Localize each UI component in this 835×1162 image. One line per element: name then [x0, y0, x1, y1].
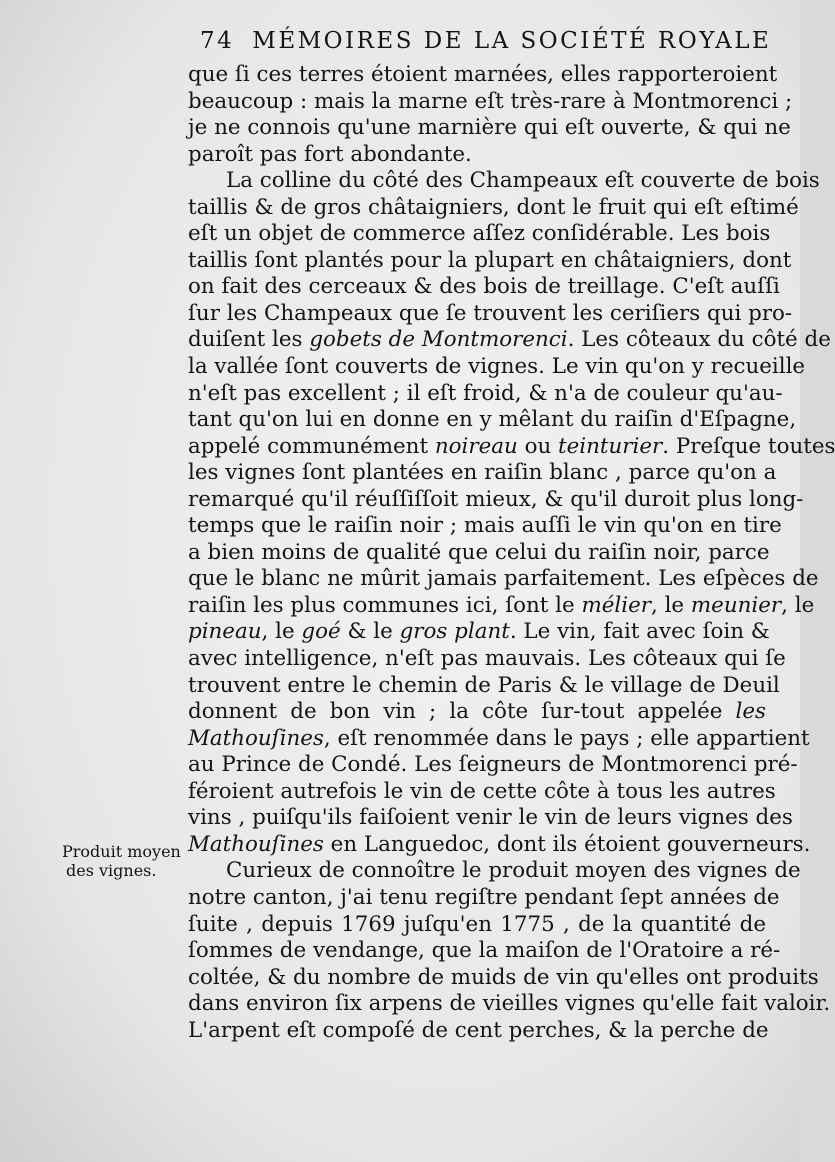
text-line: que le blanc ne mûrit jamais parfaitement. Les eſpèces de [188, 566, 819, 592]
text-line: Mathouſines, eſt renommée dans le pays ; elle appartient [188, 725, 810, 751]
text-line: duiſent les gobets de Montmorenci. Les côteaux du côté de [188, 327, 831, 353]
text-line: a bien moins de qualité que celui du raiſin noir, parce [188, 539, 770, 565]
text-line: Curieux de connoître le produit moyen des vignes de [226, 858, 801, 884]
text-line: ſuite , depuis 1769 juſqu'en 1775 , de la quantité de [188, 911, 766, 937]
margin-note-line-1: Produit moyen [62, 842, 181, 861]
text-line: au Prince de Condé. Les ſeigneurs de Montmorenci pré- [188, 752, 798, 778]
text-line: notre canton, j'ai tenu regiſtre pendant ſept années de [188, 884, 780, 910]
text-line: eſt un objet de commerce aſſez conſidérable. Les bois [188, 221, 771, 247]
text-line: L'arpent eſt compoſé de cent perches, & la perche de [188, 1017, 769, 1043]
text-line: taillis & de gros châtaigniers, dont le fruit qui eſt eſtimé [188, 194, 799, 220]
text-line: paroît pas fort abondante. [188, 141, 472, 167]
text-line: temps que le raiſin noir ; mais auſſi le vin qu'on en tire [188, 513, 782, 539]
text-line: vins , puiſqu'ils faiſoient venir le vin de leurs vignes des [188, 805, 793, 831]
text-line: ſur les Champeaux que ſe trouvent les ceriſiers qui pro- [188, 300, 793, 326]
text-line: tant qu'on lui en donne en y mêlant du raiſin d'Eſpagne, [188, 407, 797, 433]
body-text [188, 62, 835, 1044]
text-line: avec intelligence, n'eſt pas mauvais. Les côteaux qui ſe [188, 646, 786, 672]
text-line: Mathouſines en Languedoc, dont ils étoient gouverneurs. [188, 831, 811, 857]
text-line: les vignes ſont plantées en raiſin blanc , parce qu'on a [188, 460, 777, 486]
text-line: raiſin les plus communes ici, ſont le mélier, le meunier, le [188, 592, 815, 618]
running-title: MÉMOIRES DE LA SOCIÉTÉ ROYALE [252, 28, 772, 54]
text-line: je ne connois qu'une marnière qui eſt ouverte, & qui ne [188, 115, 791, 141]
text-line: trouvent entre le chemin de Paris & le village de Deuil [188, 672, 780, 698]
text-line: coltée, & du nombre de muids de vin qu'elles ont produits [188, 964, 819, 990]
running-header [200, 28, 772, 54]
page-number: 74 [200, 28, 235, 54]
text-line: féroient autrefois le vin de cette côte à tous les autres [188, 778, 776, 804]
text-line: taillis ſont plantés pour la plupart en châtaigniers, dont [188, 247, 792, 273]
text-line: remarqué qu'il réuſſiſſoit mieux, & qu'il duroit plus long- [188, 486, 804, 512]
text-line: que ſi ces terres étoient marnées, elles rapporteroient [188, 62, 778, 87]
text-line: La colline du côté des Champeaux eſt couverte de bois [226, 168, 820, 194]
text-line: ſommes de vendange, que la maiſon de l'Oratoire a ré- [188, 938, 781, 964]
text-line: on fait des cerceaux & des bois de treillage. C'eſt auſſi [188, 274, 780, 300]
margin-note-line-2: des vignes. [66, 861, 157, 880]
text-line: dans environ ſix arpens de vieilles vignes qu'elle fait valoir. [188, 991, 831, 1017]
text-line: n'eſt pas excellent ; il eſt froid, & n'a de couleur qu'au- [188, 380, 783, 406]
margin-note [62, 842, 187, 880]
text-line: pineau, le goé & le gros plant. Le vin, fait avec ſoin & [188, 619, 770, 645]
text-line: donnent de bon vin ; la côte ſur-tout appelée les [188, 699, 766, 725]
text-line: la vallée ſont couverts de vignes. Le vin qu'on y recueille [188, 354, 806, 380]
text-line: appelé communément noireau ou teinturier. Preſque toutes [188, 433, 835, 459]
text-line: beaucoup : mais la marne eſt très-rare à Montmorenci ; [188, 88, 793, 114]
